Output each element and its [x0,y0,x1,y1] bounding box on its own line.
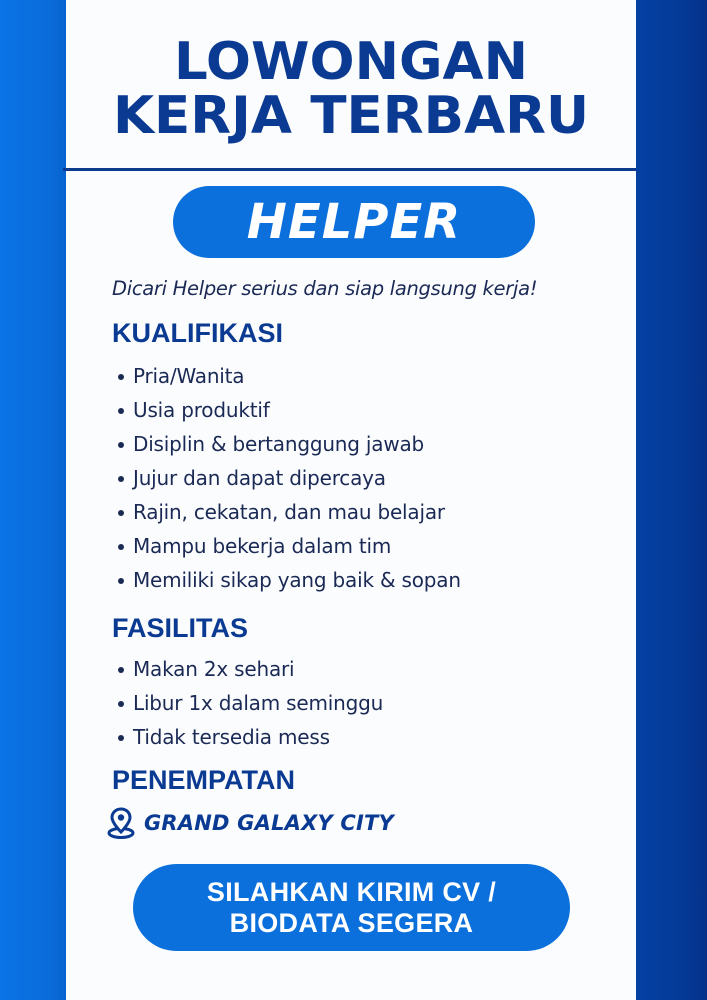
list-item: Tidak tersedia mess [118,720,383,754]
cta-line-2: BIODATA SEGERA [229,907,474,938]
facilities-heading: FASILITAS [112,613,249,643]
bullet-icon [118,667,124,673]
job-position-badge [173,186,535,258]
list-item: Pria/Wanita [118,359,461,393]
qualifications-heading: KUALIFIKASI [112,318,283,348]
bullet-icon [118,701,124,707]
bullet-icon [118,510,124,516]
send-cv-cta [133,864,570,951]
list-item: Rajin, cekatan, dan mau belajar [118,495,461,529]
cta-line-1: SILAHKAN KIRIM CV / [206,876,497,907]
facilities-list [118,652,383,754]
list-item: Memiliki sikap yang baik & sopan [118,563,461,597]
bullet-icon [118,374,124,380]
bullet-icon [118,476,124,482]
list-item: Jujur dan dapat dipercaya [118,461,461,495]
placement-heading: PENEMPATAN [112,765,296,795]
left-blue-band [0,0,66,1000]
right-navy-band [636,0,707,1000]
list-item: Mampu bekerja dalam tim [118,529,461,563]
list-item: Libur 1x dalam seminggu [118,686,383,720]
qualifications-list [118,359,461,597]
bullet-icon [118,408,124,414]
list-item: Makan 2x sehari [118,652,383,686]
bullet-icon [118,442,124,448]
job-tagline: Dicari Helper serius dan siap langsung kerja! [112,277,538,300]
title-line-2: KERJA TERBARU [112,86,590,146]
placement-location-text: GRAND GALAXY CITY [144,811,394,835]
bullet-icon [118,735,124,741]
bullet-icon [118,544,124,550]
job-position-label: HELPER [246,194,462,250]
bullet-icon [118,578,124,584]
location-pin-icon [106,807,136,839]
placement-location [106,806,394,840]
list-item: Disiplin & bertanggung jawab [118,427,461,461]
list-item: Usia produktif [118,393,461,427]
title-line-1: LOWONGAN [174,32,528,92]
header-divider [63,168,636,171]
